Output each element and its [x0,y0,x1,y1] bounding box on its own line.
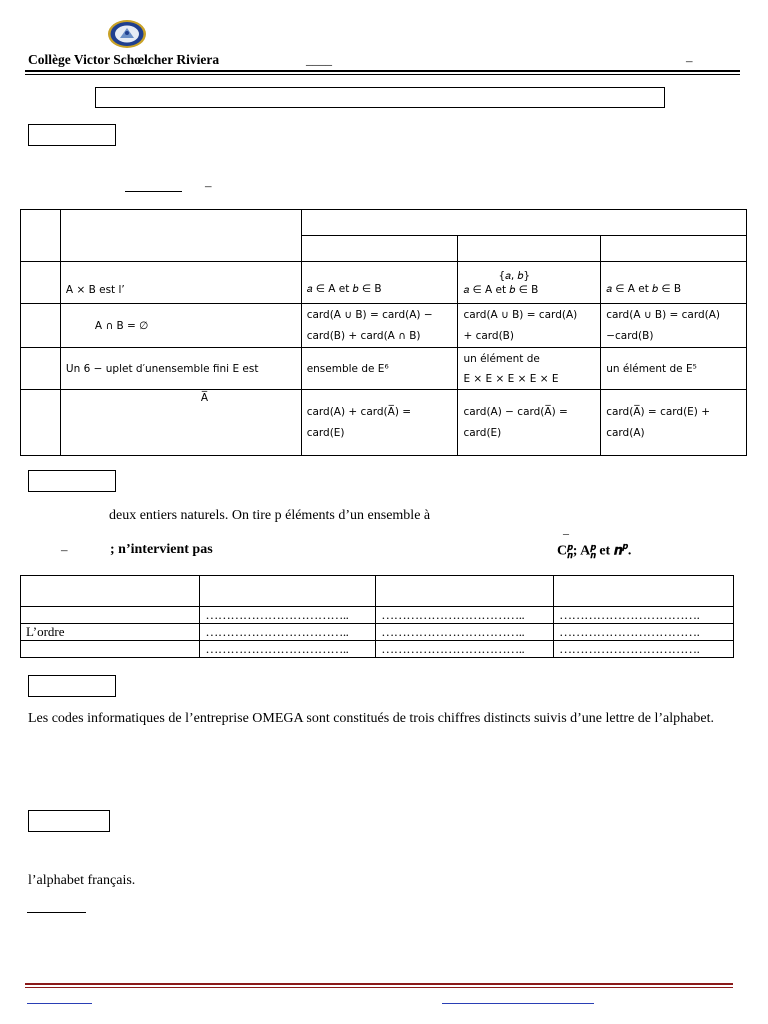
answer-cell [301,390,458,456]
statement-cell: Un 6 − uplet d′unensemble fini E est [60,348,301,390]
header-statement [60,210,301,262]
header-answer-a [301,236,458,262]
answer-cell: 𝑎 ∈ A et 𝑏 ∈ B [601,262,747,304]
answer-cell [601,304,747,348]
header-answer-c [601,236,747,262]
exercise4-underline [27,912,86,913]
answer-cell-line: card(A ∪ B) = card(A) [606,308,721,321]
row-label [21,641,200,658]
answer-cell-line: card(A) [606,426,645,439]
blank-cell[interactable]: …………………………….. [200,607,376,624]
blank-cell[interactable]: …………………………….. [200,641,376,658]
row-number [21,262,61,304]
answer-cell [458,390,601,456]
table-header-row [21,210,747,236]
answer-cell-line: un élément de [463,352,540,365]
answer-cell-line: card(A̅) = card(E) + [606,405,711,418]
properties-table [20,209,747,456]
blank-cell[interactable]: ……………………………. [554,607,734,624]
formula-notations [557,541,631,560]
formula-n: et 𝒏 [595,543,623,559]
exercise4-label-box [28,810,110,832]
exercise2-label-box [28,470,116,492]
answer-cell-line: + card(B) [463,329,514,342]
header-rule-bottom [25,74,740,75]
row-number [21,390,61,456]
exercise1-label-box [28,124,116,146]
intro-underline [125,191,182,192]
table-row [21,304,747,348]
table-row [21,641,734,658]
exercise3-text: Les codes informatiques de l’entreprise OMEGA sont constitués de trois chiffres distincts suivis d’une lettre de l’alphabet. [28,711,714,726]
answer-cell-line: card(A ∪ B) = card(A) [463,308,578,321]
answer-cell-line: card(E) [306,426,345,439]
formula-a-sub: 𝒏 [590,550,596,561]
footer-rule-top [25,983,733,985]
answer-cell [458,262,601,304]
answer-cell-line: card(B) + card(A ∩ B) [306,329,421,342]
footer-link-right[interactable] [442,1003,594,1004]
row-label: L’ordre [21,624,200,641]
row-number [21,304,61,348]
school-crest-icon [107,19,147,49]
statement-cell: A̅ [60,390,301,456]
formula-a-sup: 𝒑 [590,542,596,553]
answer-cell-line: card(A ∪ B) = card(A) − [306,308,433,321]
header-answer-b [458,236,601,262]
answer-cell: ensemble de E⁶ [301,348,458,390]
exercise3-label-box [28,675,116,697]
answer-cell-line: card(A) − card(A̅) = [463,405,568,418]
table-row [21,348,747,390]
formula-c-sub: 𝒏 [567,550,573,561]
statement-cell: A × B est l’ [60,262,301,304]
blank-cell[interactable]: …………………………….. [376,641,554,658]
answer-cell [301,304,458,348]
answer-cell [458,348,601,390]
formula-n-sup: 𝒑 [622,541,628,551]
footer-rule-bottom [25,987,733,988]
table-row [21,607,734,624]
header-cell [21,576,200,607]
footer-link-left[interactable] [27,1003,92,1004]
row-number [21,348,61,390]
statement-cell: A ∩ B = ∅ [60,304,301,348]
exercise4-text: l’alphabet français. [28,873,136,888]
answer-cell: un élément de E⁵ [601,348,747,390]
blank-cell[interactable]: ……………………………. [554,624,734,641]
header-cell [554,576,734,607]
intro-dash: – [205,178,212,193]
formula-a: ; A [572,543,591,559]
answer-cell-line: 𝑎 ∈ A et 𝑏 ∈ B [463,283,539,296]
school-name: Collège Victor Schœlcher Riviera [28,52,220,67]
table-row [21,624,734,641]
table-header-row [21,576,734,607]
answer-cell [601,390,747,456]
school-logo [107,19,147,49]
header-dash: – [686,53,693,68]
blank-cell[interactable]: …………………………….. [376,607,554,624]
header-blank: ____ [306,52,332,67]
answer-cell-line: card(E) [463,426,502,439]
title-box [95,87,665,108]
exercise2-bold-text: ; n’intervient pas [110,542,213,557]
exercise2-text: deux entiers naturels. On tire p éléments d’un ensemble à [109,508,431,523]
blank-cell[interactable]: …………………………….. [200,624,376,641]
formula-period: . [627,543,632,559]
exercise2-dash: – [61,542,68,557]
formula-c-sup: 𝒑 [567,542,573,553]
answer-cell-line: E × E × E × E × E [463,372,559,385]
arrangements-table [20,575,734,658]
answer-cell-line: card(A) + card(A̅) = [306,405,412,418]
header-answers [301,210,746,236]
header-cell [376,576,554,607]
blank-cell[interactable]: ……………………………. [554,641,734,658]
blank-cell[interactable]: …………………………….. [376,624,554,641]
table-row [21,390,747,456]
answer-cell-line: {𝑎, 𝑏} [498,269,531,282]
answer-cell: 𝑎 ∈ A et 𝑏 ∈ B [301,262,458,304]
formula-c: C [557,543,568,559]
answer-cell [458,304,601,348]
answer-cell-line: −card(B) [606,329,654,342]
table-row [21,262,747,304]
formula-macron: – [563,526,569,540]
header-rule-top [25,70,740,72]
row-label [21,607,200,624]
header-number [21,210,61,262]
header-cell [200,576,376,607]
